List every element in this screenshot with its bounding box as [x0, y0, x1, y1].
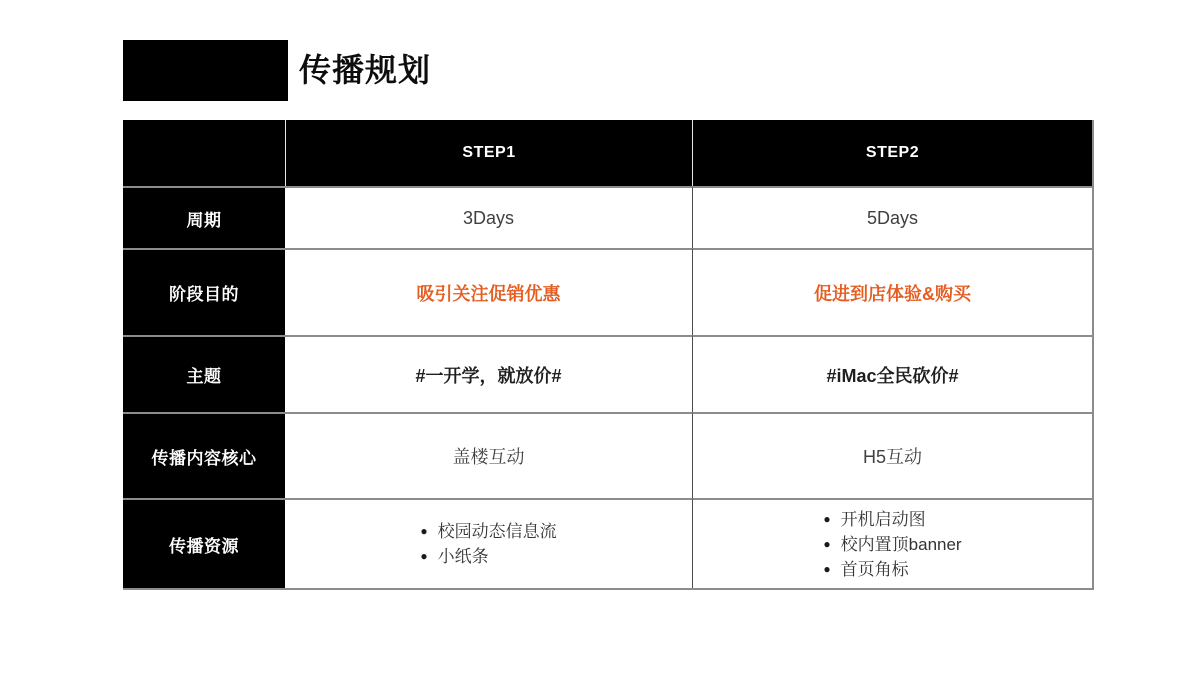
column-header-step1: STEP1 — [285, 120, 692, 186]
cell-theme-step2: #iMac全民砍价# — [692, 335, 1092, 412]
bullet-icon: ● — [823, 511, 831, 526]
list-item-label: 校内置顶banner — [840, 534, 962, 554]
cell-resources-step1 — [285, 498, 692, 588]
cell-stage-goal-step1: 吸引关注促销优惠 — [285, 248, 692, 335]
cell-content-core-step1: 盖楼互动 — [285, 412, 692, 498]
table-corner-cell — [123, 120, 285, 186]
list-item-label: 校园动态信息流 — [437, 522, 557, 541]
page-title: 传播规划 — [299, 52, 432, 88]
title-block — [123, 40, 288, 101]
row-label-stage-goal: 阶段目的 — [123, 248, 285, 335]
list-item — [823, 507, 961, 532]
column-header-step2: STEP2 — [692, 120, 1092, 186]
cell-stage-goal-step2: 促进到店体验&购买 — [692, 248, 1092, 335]
bullet-icon: ● — [420, 524, 428, 538]
bullet-icon: ● — [823, 561, 831, 576]
list-item — [823, 557, 961, 582]
list-item-label: 首页角标 — [840, 559, 909, 579]
list-item-label: 小纸条 — [437, 547, 489, 566]
list-item-label: 开机启动图 — [840, 509, 926, 529]
row-label-content-core: 传播内容核心 — [123, 412, 285, 498]
list-item — [823, 532, 961, 557]
bullet-icon: ● — [823, 536, 831, 551]
resources-list-step1 — [420, 519, 556, 569]
communication-plan-table — [123, 120, 1094, 590]
cell-resources-step2 — [692, 498, 1092, 588]
cell-content-core-step2: H5互动 — [692, 412, 1092, 498]
bullet-icon: ● — [420, 549, 428, 563]
cell-period-step2: 5Days — [692, 186, 1092, 248]
resources-list-step2 — [823, 507, 961, 582]
cell-period-step1: 3Days — [285, 186, 692, 248]
cell-theme-step1: #一开学，就放价# — [285, 335, 692, 412]
row-label-theme: 主题 — [123, 335, 285, 412]
row-label-resources: 传播资源 — [123, 498, 285, 588]
list-item — [420, 519, 556, 544]
row-label-period: 周期 — [123, 186, 285, 248]
list-item — [420, 544, 556, 569]
